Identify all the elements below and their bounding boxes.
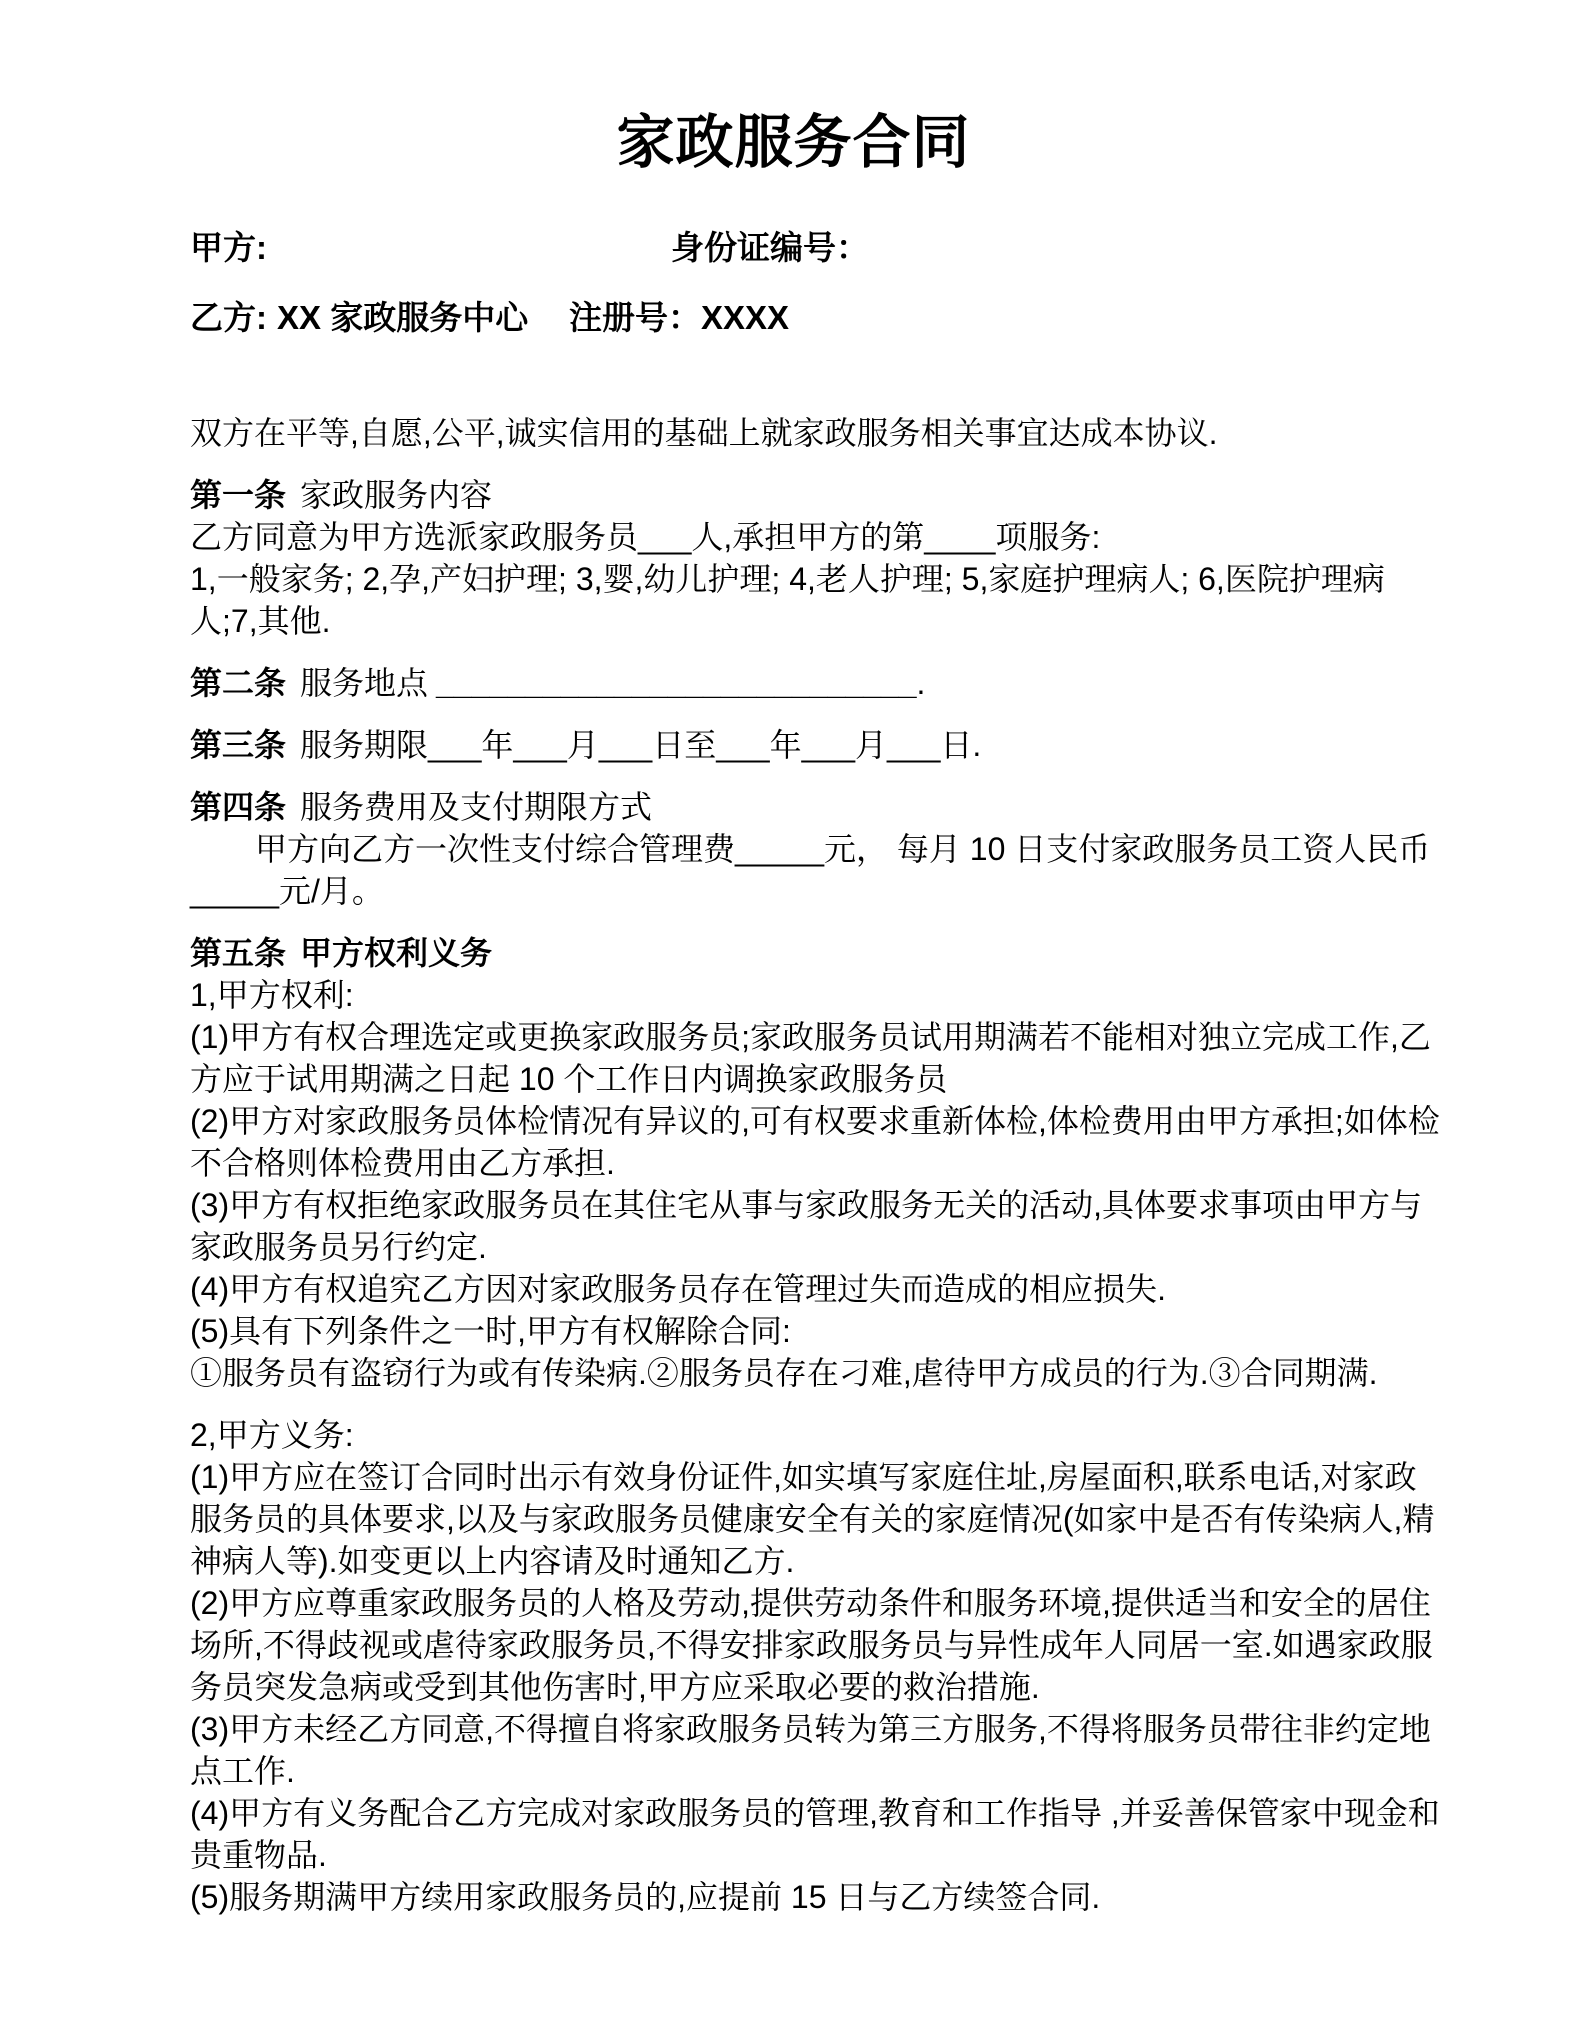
duties-item-4: (4)甲方有义务配合乙方完成对家政服务员的管理,教育和工作指导 ,并妥善保管家中现金和贵重物品. — [190, 1795, 1440, 1873]
party-b-label: 乙方: — [190, 299, 267, 336]
rights-item-4: (4)甲方有权追究乙方因对家政服务员存在管理过失而造成的相应损失. — [190, 1271, 1167, 1307]
duties-heading: 2,甲方义务: — [190, 1417, 354, 1453]
service-location-blank: ___________________________ — [436, 665, 917, 701]
rights-item-5: (5)具有下列条件之一时,甲方有权解除合同: — [190, 1313, 791, 1349]
rights-item-3: (3)甲方有权拒绝家政服务员在其住宅从事与家政服务无关的活动,具体要求事项由甲方与家政服务员另行约定. — [190, 1187, 1423, 1265]
service-term-blanks: ___年___月___日至___年___月___日. — [428, 727, 982, 763]
article-1-number: 第一条 — [190, 477, 287, 513]
rights-termination-conditions: ①服务员有盗窃行为或有传染病.②服务员存在刁难,虐待甲方成员的行为.③合同期满. — [190, 1355, 1378, 1391]
article-2-number: 第二条 — [190, 665, 287, 701]
rights-item-2: (2)甲方对家政服务员体检情况有异议的,可有权要求重新体检,体检费用由甲方承担;如体检不合格则体检费用由乙方承担. — [190, 1103, 1440, 1181]
article-4-number: 第四条 — [190, 789, 287, 825]
article-1-body-line-2: 1,一般家务; 2,孕,产妇护理; 3,婴,幼儿护理; 4,老人护理; 5,家庭护理病人; 6,医院护理病人;7,其他. — [190, 561, 1385, 639]
preamble-paragraph: 双方在平等,自愿,公平,诚实信用的基础上就家政服务相关事宜达成本协议. — [190, 415, 1218, 451]
party-a-line — [190, 228, 1447, 268]
article-3-title: 服务期限 — [300, 727, 429, 763]
duties-item-1: (1)甲方应在签订合同时出示有效身份证件,如实填写家庭住址,房屋面积,联系电话,对家政服务员的具体要求,以及与家政服务员健康安全有关的家庭情况(如家中是否有传染病人,精神病人等).如变更以上内容请及时通知乙方. — [190, 1459, 1435, 1579]
article-1-body-line-1: 乙方同意为甲方选派家政服务员___人,承担甲方的第____项服务: — [190, 519, 1101, 555]
party-b-line — [190, 298, 1447, 338]
article-3-number: 第三条 — [190, 727, 287, 763]
rights-heading: 1,甲方权利: — [190, 977, 354, 1013]
article-5-heading — [190, 932, 1447, 974]
duties-item-3: (3)甲方未经乙方同意,不得擅自将家政服务员转为第三方服务,不得将服务员带往非约定地点工作. — [190, 1711, 1431, 1789]
article-5-number: 第五条 — [190, 935, 287, 971]
article-2-title: 服务地点 — [300, 665, 429, 701]
duties-item-5: (5)服务期满甲方续用家政服务员的,应提前 15 日与乙方续签合同. — [190, 1879, 1101, 1915]
registration-group — [569, 298, 789, 338]
article-2-period: . — [916, 665, 926, 701]
party-b-name: XX 家政服务中心 — [277, 299, 529, 336]
article-1-heading — [190, 474, 1447, 516]
document-title: 家政服务合同 — [616, 108, 971, 176]
duties-item-2: (2)甲方应尊重家政服务员的人格及劳动,提供劳动条件和服务环境,提供适当和安全的居住场所,不得歧视或虐待家政服务员,不得安排家政服务员与异性成年人同居一室.如遇家政服务员突发急病或受到其他伤害时,甲方应采取必要的救治措施. — [190, 1585, 1433, 1705]
party-a-label: 甲方: — [190, 229, 267, 266]
article-4-body: 甲方向乙方一次性支付综合管理费_____元， 每月 10 日支付家政服务员工资人民币_____元/月。 — [190, 831, 1431, 909]
article-1-title: 家政服务内容 — [300, 477, 493, 513]
article-4-title: 服务费用及支付期限方式 — [300, 789, 653, 825]
article-2-line — [190, 662, 1447, 704]
article-4-heading — [190, 786, 1447, 828]
article-3-line — [190, 724, 1447, 766]
registration-label: 注册号： — [569, 299, 701, 336]
rights-item-1: (1)甲方有权合理选定或更换家政服务员;家政服务员试用期满若不能相对独立完成工作,乙方应于试用期满之日起 10 个工作日内调换家政服务员 — [190, 1019, 1431, 1097]
registration-value: XXXX — [701, 299, 790, 336]
article-5-title: 甲方权利义务 — [300, 935, 493, 971]
id-number-label: 身份证编号： — [671, 229, 869, 266]
